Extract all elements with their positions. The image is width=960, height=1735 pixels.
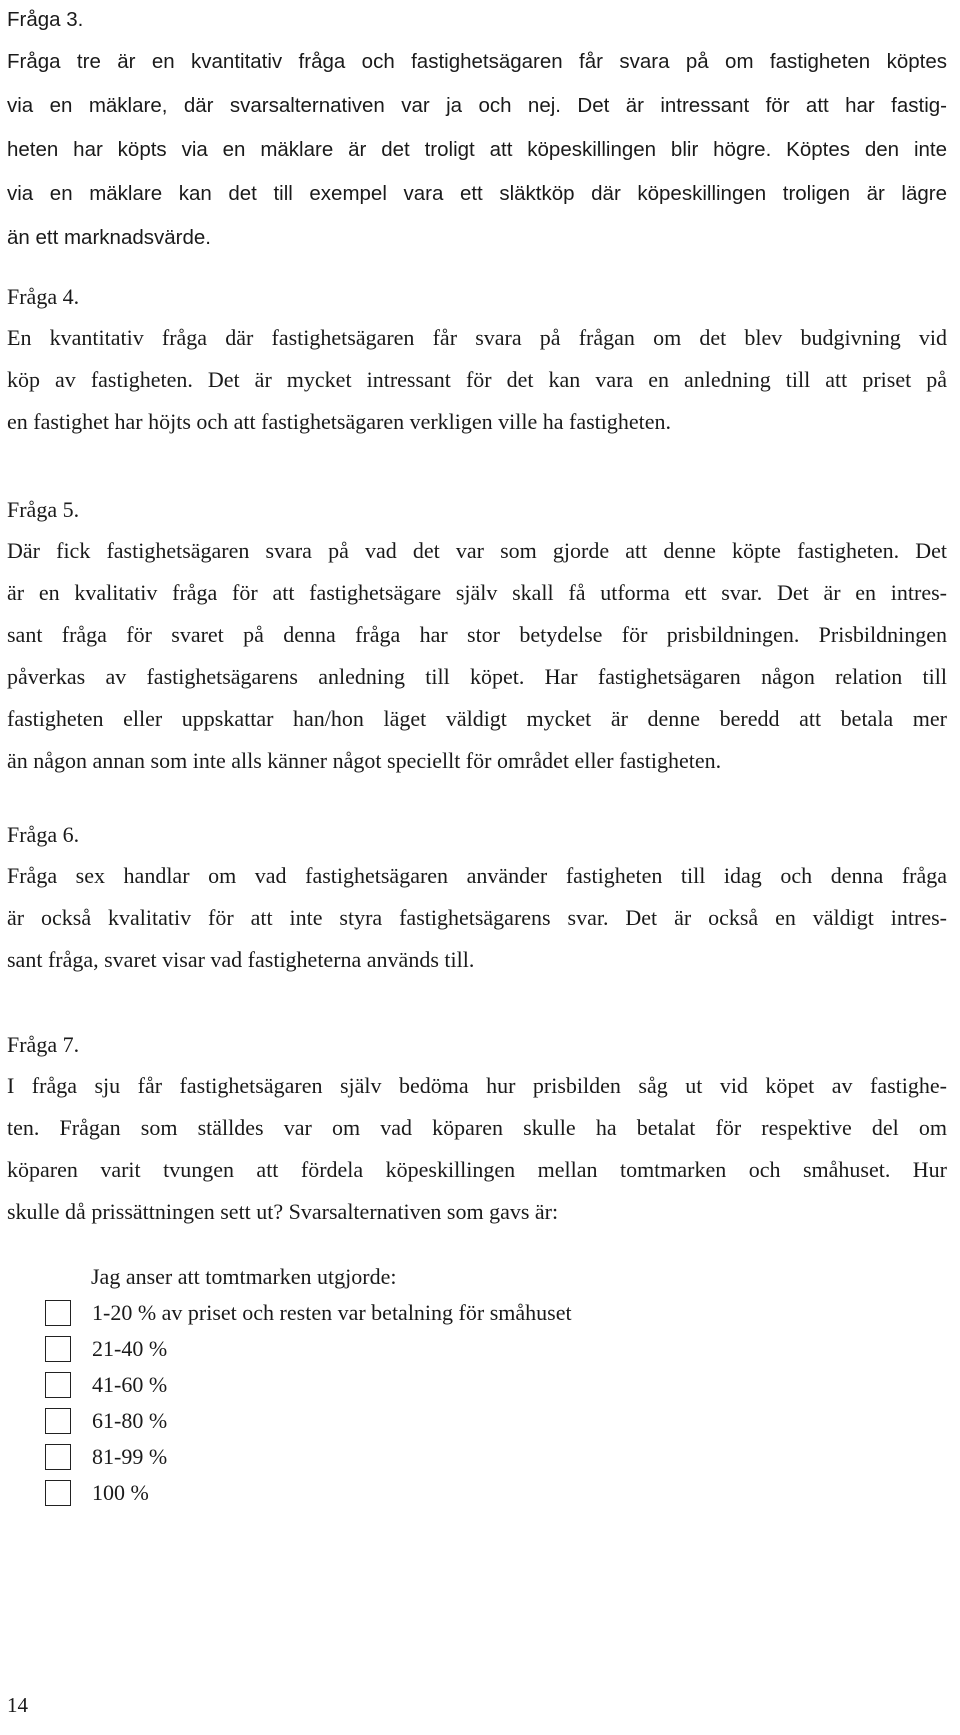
question-3-heading: Fråga 3. [7,8,84,31]
question-4-line-2: köp av fastigheten. Det är mycket intressant för det kan vara en anledning till att priset på [7,367,947,392]
question-4-line-3: en fastighet har höjts och att fastighetsägaren verkligen ville ha fastigheten. [7,409,672,434]
question-4-line-1: En kvantitativ fråga där fastighetsägaren får svara på frågan om det blev budgivning vid [7,325,947,350]
option-2-checkbox[interactable] [45,1336,71,1362]
question-6-line-2: är också kvalitativ för att inte styra fastighetsägarens svar. Det är också en väldigt intres- [7,905,947,930]
option-3-label: 41-60 % [92,1372,168,1397]
question-7-line-4: skulle då prissättningen sett ut? Svarsalternativen som gavs är: [7,1199,559,1224]
question-5-line-2: är en kvalitativ fråga för att fastighetsägare själv skall få utforma ett svar. Det är en intres- [7,580,947,605]
question-3-line-2: via en mäklare, där svarsalternativen var ja och nej. Det är intressant för att har fastig- [7,94,947,117]
question-7-line-2: ten. Frågan som ställdes var om vad köparen skulle ha betalat för respektive del om [7,1115,947,1140]
question-5-heading: Fråga 5. [7,497,80,522]
option-5-label: 81-99 % [92,1444,168,1469]
question-7-line-3: köparen varit tvungen att fördela köpeskillingen mellan tomtmarken och småhuset. Hur [7,1157,947,1182]
option-4 [45,1406,167,1436]
page-number: 14 [7,1693,28,1717]
question-6-line-1: Fråga sex handlar om vad fastighetsägaren använder fastigheten till idag och denna fråga [7,863,947,888]
option-6-checkbox[interactable] [45,1480,71,1506]
question-6-line-3: sant fråga, svaret visar vad fastigheterna används till. [7,947,475,972]
question-3-line-5: än ett marknadsvärde. [7,226,211,249]
option-4-checkbox[interactable] [45,1408,71,1434]
question-6-heading: Fråga 6. [7,822,80,847]
option-4-label: 61-80 % [92,1408,168,1433]
option-6-label: 100 % [92,1480,149,1505]
question-6-section [7,815,947,981]
option-1-label: 1-20 % av priset och resten var betalning för småhuset [92,1300,572,1325]
question-5-line-5: fastigheten eller uppskattar han/hon läget väldigt mycket är denne beredd att betala mer [7,706,947,731]
option-2-label: 21-40 % [92,1336,168,1361]
option-5 [45,1442,167,1472]
question-5-line-6: än någon annan som inte alls känner något speciellt för området eller fastigheten. [7,748,722,773]
option-3 [45,1370,167,1400]
option-3-checkbox[interactable] [45,1372,71,1398]
question-5-line-1: Där fick fastighetsägaren svara på vad det var som gjorde att denne köpte fastigheten. Det [7,538,947,563]
option-1 [45,1298,572,1328]
option-2 [45,1334,167,1364]
option-1-checkbox[interactable] [45,1300,71,1326]
question-7-heading: Fråga 7. [7,1032,80,1057]
question-5-line-3: sant fråga för svaret på denna fråga har stor betydelse för prisbildningen. Prisbildningen [7,622,947,647]
option-6 [45,1478,149,1508]
question-4-heading: Fråga 4. [7,284,80,309]
question-5-section [7,490,947,782]
question-3-line-3: heten har köpts via en mäklare är det troligt att köpeskillingen blir högre. Köptes den inte [7,138,947,161]
option-5-checkbox[interactable] [45,1444,71,1470]
question-7-section [7,1025,947,1233]
question-3-section [7,0,947,260]
options-intro: Jag anser att tomtmarken utgjorde: [91,1264,397,1289]
question-3-line-1: Fråga tre är en kvantitativ fråga och fastighetsägaren får svara på om fastigheten köptes [7,50,947,73]
question-3-line-4: via en mäklare kan det till exempel vara ett släktköp där köpeskillingen troligen är lägre [7,182,947,205]
question-5-line-4: påverkas av fastighetsägarens anledning till köpet. Har fastighetsägaren någon relation till [7,664,947,689]
question-4-section [7,277,947,443]
question-7-line-1: I fråga sju får fastighetsägaren själv bedöma hur prisbilden såg ut vid köpet av fastighe- [7,1073,947,1098]
